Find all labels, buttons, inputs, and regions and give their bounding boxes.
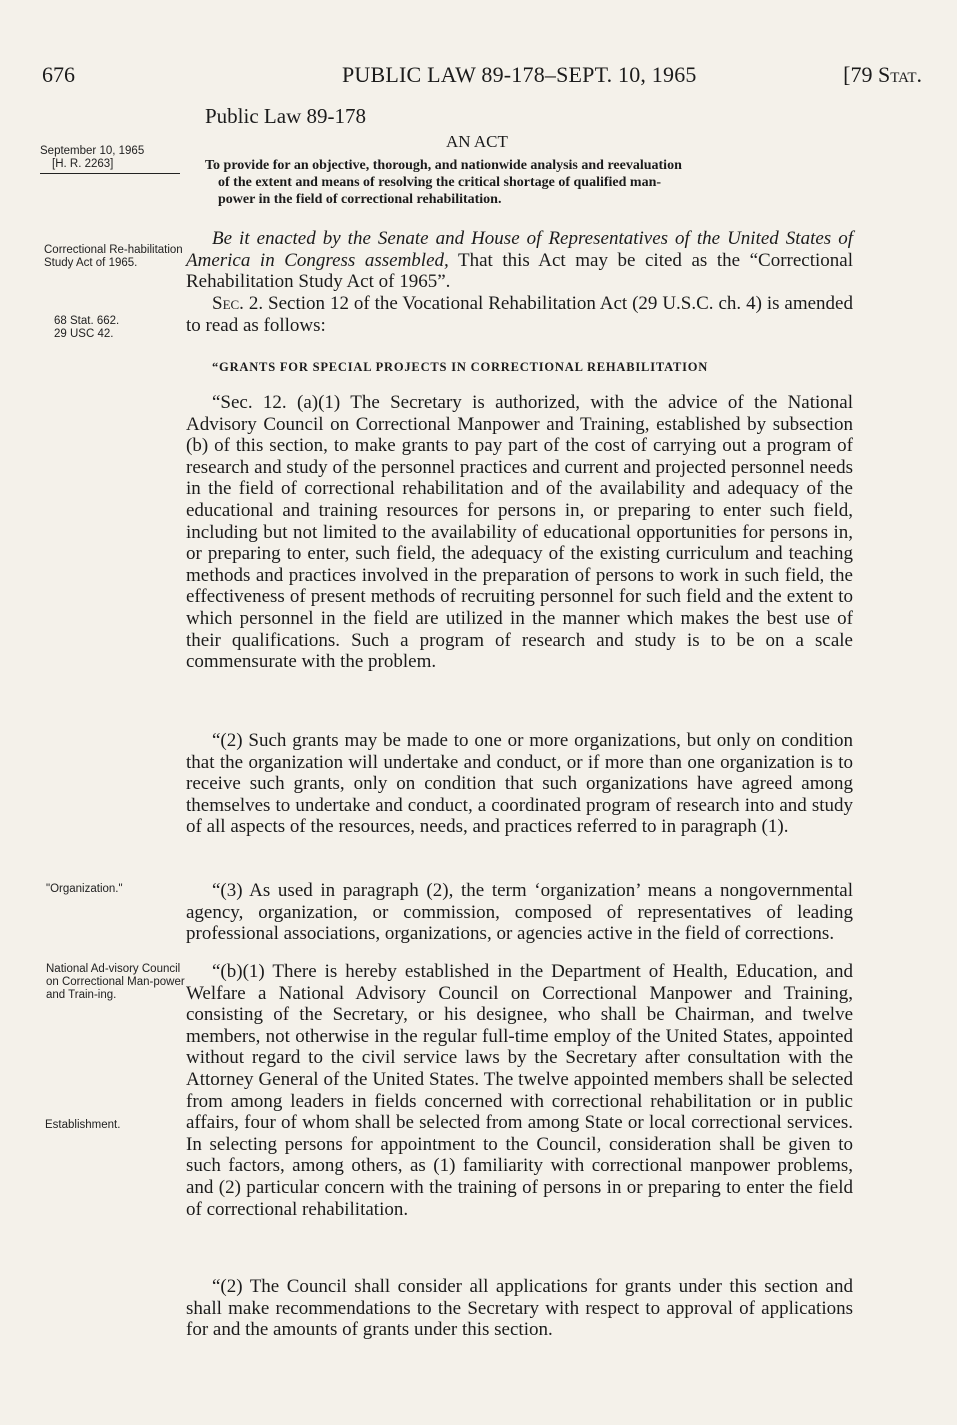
purpose-line: To provide for an objective, thorough, and nationwide analysis and reevaluation — [205, 158, 682, 173]
enacting-clause — [186, 228, 853, 293]
short-title-text: That this Act may be cited as the “Correctional Rehabilitation Study Act of 1965”. — [186, 249, 853, 293]
law-title: Public Law 89-178 — [205, 104, 366, 128]
section-2-text: Section 12 of the Vocational Rehabilitation Act (29 U.S.C. ch. 4) is amended to read as follows: — [186, 293, 853, 336]
page-number: 676 — [42, 62, 75, 87]
section-2 — [186, 293, 853, 336]
act-purpose — [205, 157, 852, 208]
an-act-label: AN ACT — [446, 132, 508, 151]
sidenote-organization: "Organization." — [46, 883, 123, 895]
section-label: Sec. 2. — [212, 293, 264, 314]
paragraph-a3: “(3) As used in paragraph (2), the term ‘organization’ means a nongovernmental agency, organization, or commission, composed of representatives of leading professional associations, organizations, or agencies active in the field of corrections. — [186, 880, 853, 945]
sidenote-act-name: Correctional Re-habilitation Study Act of 1965. — [44, 244, 183, 269]
paragraph-sec12-a1: “Sec. 12. (a)(1) The Secretary is authorized, with the advice of the National Advisory Council on Correctional Manpower and Training, established by subsection (b) of this section, to make grants to pay part of the cost of carrying out a program of research and study of the personnel practices and current and projected personnel needs in the field of correctional rehabilitation and of the availability and adequacy of the educational and training resources for persons in, or preparing to enter such field, including but not limited to the availability of educational opportunities for persons in, or preparing to enter, such field, the adequacy of the existing curriculum and teaching methods and practices involved in the preparation of persons to work in such field, the effectiveness of present methods of recruiting personnel for such field and the extent to which personnel in the field are utilized in the manner which makes the best use of their qualifications. Such a program of research and study is to be on a scale commensurate with the problem. — [186, 392, 853, 673]
paragraph-a2: “(2) Such grants may be made to one or more organizations, but only on condition that the organization will undertake and conduct, or if more than one organization is to receive such grants, only on condition that such organizations have agreed among themselves to undertake and conduct, a coordinated program of research into and study of all aspects of the resources, needs, and practices referred to in paragraph (1). — [186, 730, 853, 838]
header-title: PUBLIC LAW 89-178–SEPT. 10, 1965 — [342, 62, 697, 87]
section-heading: “GRANTS FOR SPECIAL PROJECTS IN CORRECTIONAL REHABILITATION — [212, 360, 709, 374]
paragraph-b2: “(2) The Council shall consider all applications for grants under this section and shall make recommendations to the Secretary with respect to approval of applications for and the amounts of grants under this section. — [186, 1276, 853, 1341]
sidenote-council: National Ad-visory Council on Correctional Man-power and Train-ing. — [46, 963, 185, 1001]
paragraph-b1: “(b)(1) There is hereby established in the Department of Health, Education, and Welfare a National Advisory Council on Correctional Manpower and Training, consisting of the Secretary, or his designee, who shall be Chairman, and twelve members, not otherwise in the regular full-time employ of the United States, appointed without regard to the civil service laws by the Secretary after consultation with the Attorney General of the United States. The twelve appointed members shall be selected from among leaders in fields concerned with correctional rehabilitation or in public affairs, four of whom shall be selected from among State or local correctional services. In selecting persons for appointment to the Council, consideration shall be given to such factors, among others, as (1) familiarity with correctional manpower problems, and (2) particular concern with the training of persons in or preparing to enter the field of correctional rehabilitation. — [186, 961, 853, 1220]
usc-citation: 29 USC 42. — [54, 328, 114, 340]
sidenote-date — [40, 145, 190, 174]
purpose-line: of the extent and means of resolving the critical shortage of qualified man- — [218, 175, 662, 190]
enacting-formula: Be it enacted by the Senate and House of Representatives of the United States of America in Congress assembled, — [186, 228, 853, 271]
bill-number: [H. R. 2263] — [40, 158, 180, 174]
stat-citation: 68 Stat. 662. — [54, 315, 120, 327]
sidenote-establishment: Establishment. — [45, 1119, 121, 1131]
purpose-line: power in the field of correctional rehabilitation. — [218, 192, 502, 207]
enactment-date: September 10, 1965 — [40, 145, 145, 157]
statute-reference: [79 Stat. — [843, 62, 922, 87]
running-header — [42, 62, 922, 92]
sidenote-citations — [54, 315, 174, 341]
